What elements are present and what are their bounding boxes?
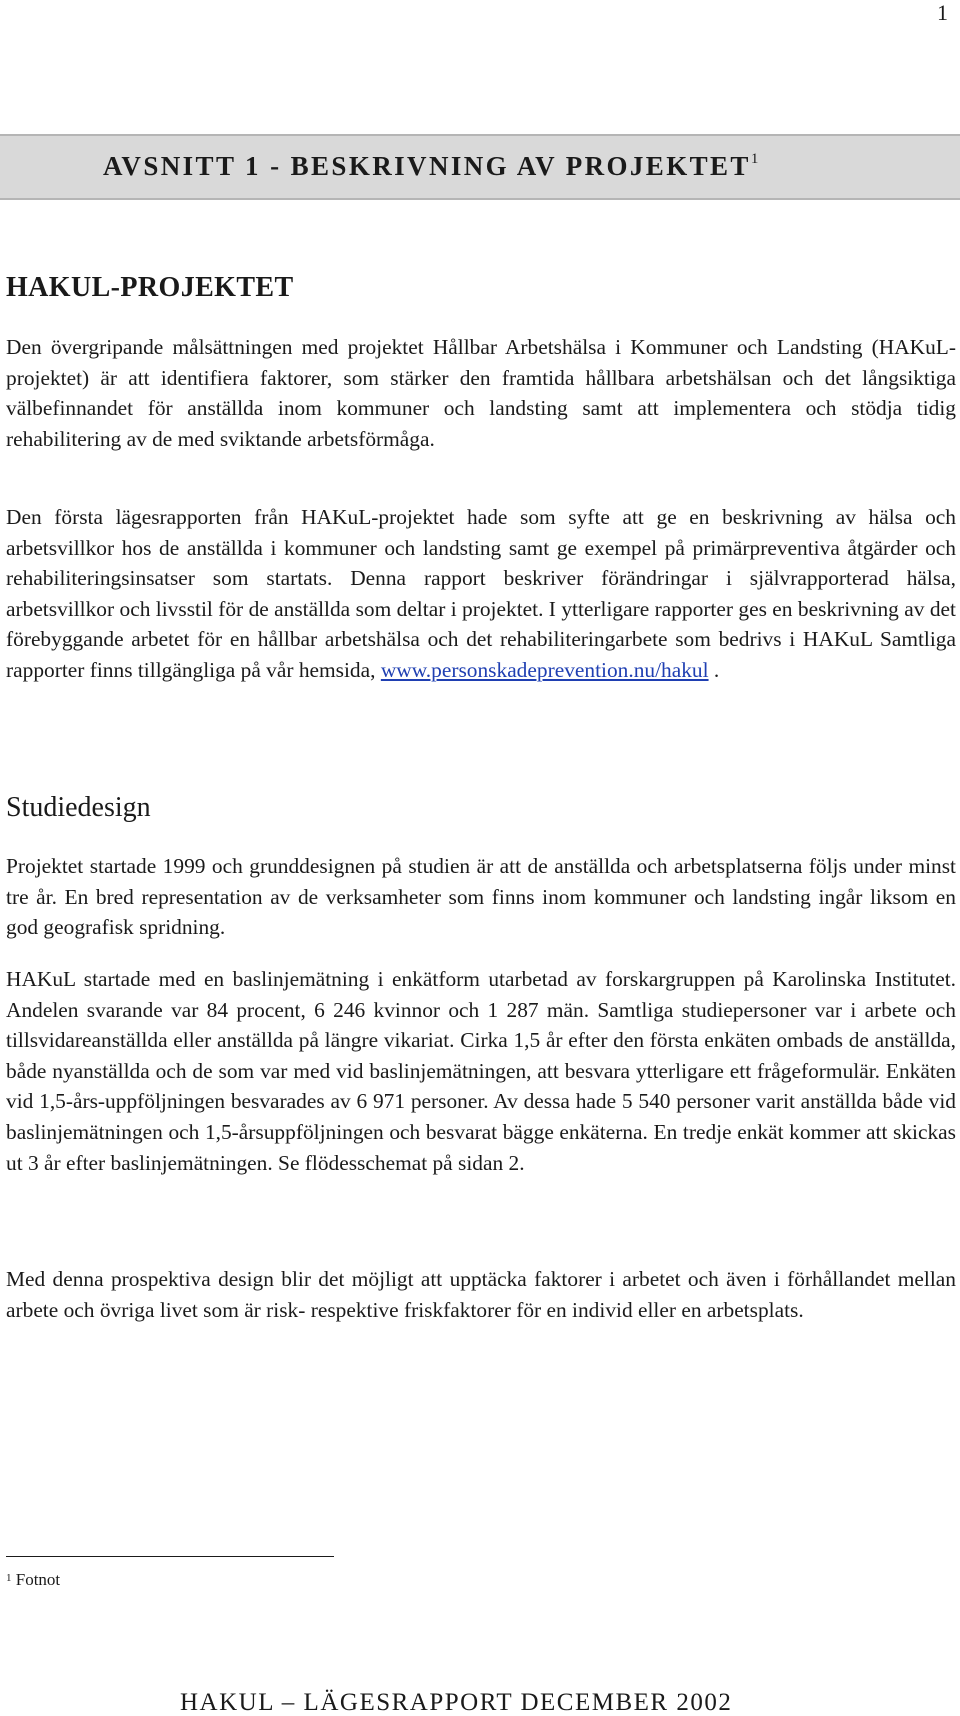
report-paragraph xyxy=(6,502,956,686)
study-start-paragraph: Projektet startade 1999 och grunddesignen på studien är att de anställda och arbetsplatserna följs under minst tre år. En bred representation av de verksamheter som finns inom kommuner och landsting ingår liksom en god geografisk spridning. xyxy=(6,854,956,940)
footnote-mark: 1 xyxy=(6,1572,12,1584)
website-link[interactable]: www.personskadeprevention.nu/hakul xyxy=(380,657,709,682)
design-paragraph: Med denna prospektiva design blir det möjligt att upptäcka faktorer i arbetet och även i förhållandet mellan arbete och övriga livet som är risk- respektive friskfaktorer för en individ eller en arbetsplats. xyxy=(6,1267,956,1322)
intro-paragraph: Den övergripande målsättningen med projektet Hållbar Arbetshälsa i Kommuner och Landsting (HAKuL-projektet) är att identifiera faktorer, som stärker den framtida hållbara arbetshälsan och det långsiktiga välbefinnandet för anställda inom kommuner och landsting samt att implementera och stödja tidig rehabilitering av de med sviktande arbetsförmåga. xyxy=(6,335,956,451)
report-paragraph-end: . xyxy=(708,657,720,682)
section-title-text: AVSNITT 1 - BESKRIVNING AV PROJEKTET xyxy=(103,151,751,181)
footnote-text: Fotnot xyxy=(11,1570,61,1589)
footnote-divider xyxy=(6,1556,334,1557)
page-number: 1 xyxy=(937,0,948,25)
page-footer: HAKUL – LÄGESRAPPORT DECEMBER 2002 xyxy=(180,1689,733,1716)
footnote xyxy=(6,1570,60,1590)
section-banner xyxy=(0,134,960,200)
report-paragraph-text: Den första lägesrapporten från HAKuL-projektet hade som syfte att ge en beskrivning av hälsa och arbetsvillkor hos de anställda i kommuner och landsting samt ge exempel på primärpreventiva åtgärder och rehabiliteringsinsatser som startats. Denna rapport beskriver förändringar i självrapporterad hälsa, arbetsvillkor och livsstil för de anställda som deltar i projektet. I ytterligare rapporter ges en beskrivning av det förebyggande arbetet för en hållbar arbetshälsa och det rehabiliteringarbete som bedrivs i HAKuL Samtliga rapporter finns tillgängliga på vår hemsida, xyxy=(6,505,956,682)
baseline-paragraph: HAKuL startade med en baslinjemätning i enkätform utarbetad av forskargruppen på Karolinska Institutet. Andelen svarande var 84 procent, 6 246 kvinnor och 1 287 män. Samtliga studiepersoner var i arbete och tillsvidareanställda eller anställda på längre vikariat. Cirka 1,5 år efter den första enkäten ombads de anställda, både nyanställda och de som var med vid baslinjemätningen, att besvara ytterligare ett frågeformulär. Enkäten vid 1,5-års-uppföljningen besvarades av 6 971 personer. Av dessa hade 5 540 personer varit anställda både vid baslinjemätningen och 1,5-årsuppföljningen och besvarat bägge enkäterna. En tredje enkät kommer att skickas ut 3 år efter baslinjemätningen. Se flödesschemat på sidan 2. xyxy=(6,967,956,1175)
section-title xyxy=(103,151,758,182)
footnote-reference[interactable]: 1 xyxy=(750,151,759,167)
project-heading: HAKUL-PROJEKTET xyxy=(6,272,294,303)
studiedesign-heading: Studiedesign xyxy=(6,792,151,823)
